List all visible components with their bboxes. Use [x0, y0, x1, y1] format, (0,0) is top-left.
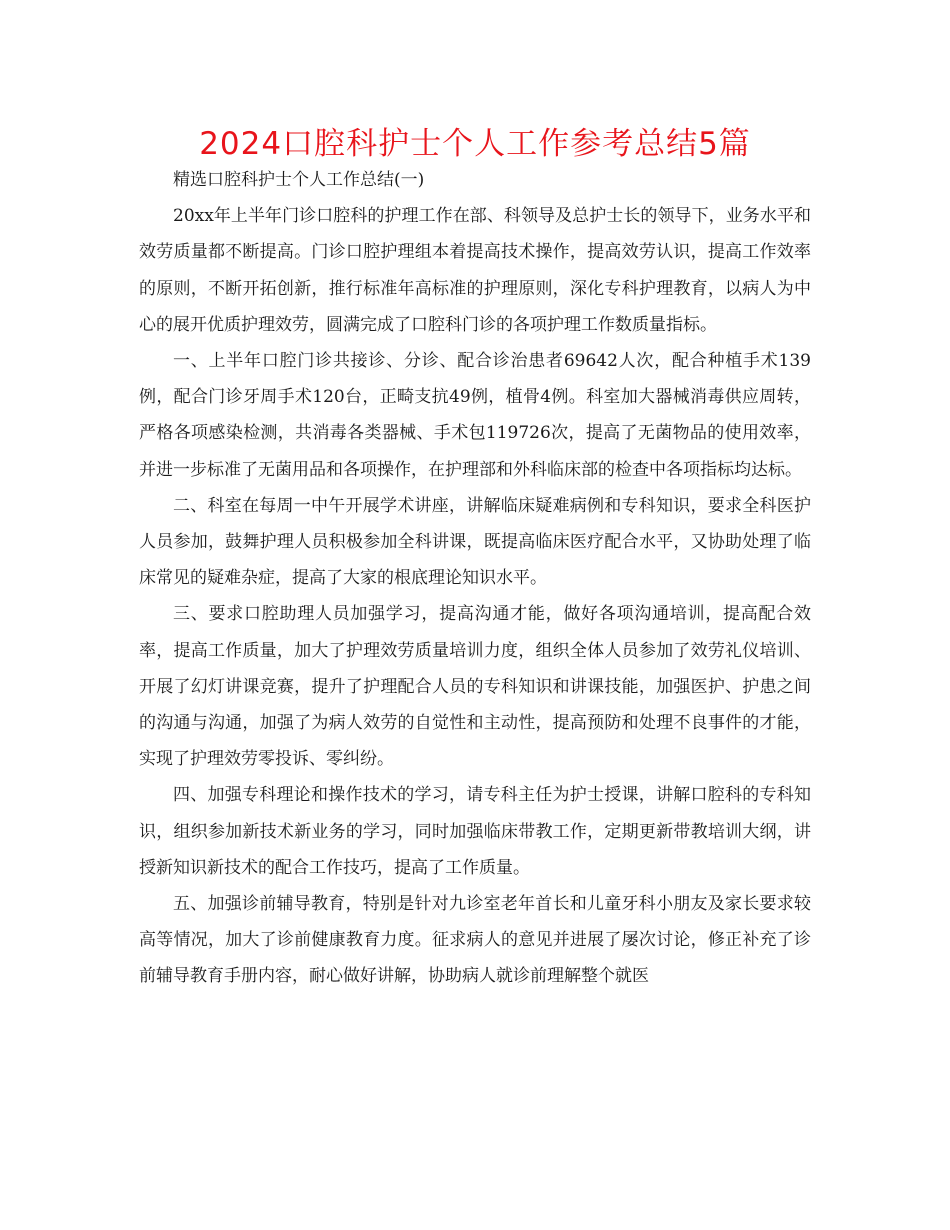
section-subtitle: 精选口腔科护士个人工作总结(一): [173, 170, 425, 190]
paragraph-item-5: 五、加强诊前辅导教育，特别是针对九诊室老年首长和儿童牙科小朋友及家长要求较高等情况，加大了诊前健康教育力度。征求病人的意见并进展了屡次讨论，修正补充了诊前辅导教育手册内容，耐心做好讲解，协助病人就诊前理解整个就医: [139, 894, 811, 987]
paragraph-item-3: 三、要求口腔助理人员加强学习，提高沟通才能，做好各项沟通培训，提高配合效率，提高工作质量，加大了护理效劳质量培训力度，组织全体人员参加了效劳礼仪培训、开展了幻灯讲课竞赛，提升了护理配合人员的专科知识和讲课技能，加强医护、护患之间的沟通与沟通，加强了为病人效劳的自觉性和主动性，提高预防和处理不良事件的才能，实现了护理效劳零投诉、零纠纷。: [139, 604, 811, 770]
paragraph-intro: 20xx年上半年门诊口腔科的护理工作在部、科领导及总护士长的领导下，业务水平和效劳质量都不断提高。门诊口腔护理组本着提高技术操作，提高效劳认识，提高工作效率的原则，不断开拓创新，推行标准年高标准的护理原则，深化专科护理教育，以病人为中心的展开优质护理效劳，圆满完成了口腔科门诊的各项护理工作数质量指标。: [139, 206, 811, 335]
paragraph-item-1: 一、上半年口腔门诊共接诊、分诊、配合诊治患者69642人次，配合种植手术139例，配合门诊牙周手术120台，正畸支抗49例，植骨4例。科室加大器械消毒供应周转，严格各项感染检测，共消毒各类器械、手术包119726次，提高了无菌物品的使用效率，并进一步标准了无菌用品和各项操作，在护理部和外科临床部的检查中各项指标均达标。: [139, 351, 811, 480]
paragraph-item-4: 四、加强专科理论和操作技术的学习，请专科主任为护士授课，讲解口腔科的专科知识，组织参加新技术新业务的学习，同时加强临床带教工作，定期更新带教培训大纲，讲授新知识新技术的配合工作技巧，提高了工作质量。: [139, 785, 811, 878]
document-body: [139, 162, 811, 995]
document-title: 2024口腔科护士个人工作参考总结5篇: [199, 126, 751, 162]
paragraph-item-2: 二、科室在每周一中午开展学术讲座，讲解临床疑难病例和专科知识，要求全科医护人员参加，鼓舞护理人员积极参加全科讲课，既提高临床医疗配合水平，又协助处理了临床常见的疑难杂症，提高了大家的根底理论知识水平。: [139, 495, 811, 589]
